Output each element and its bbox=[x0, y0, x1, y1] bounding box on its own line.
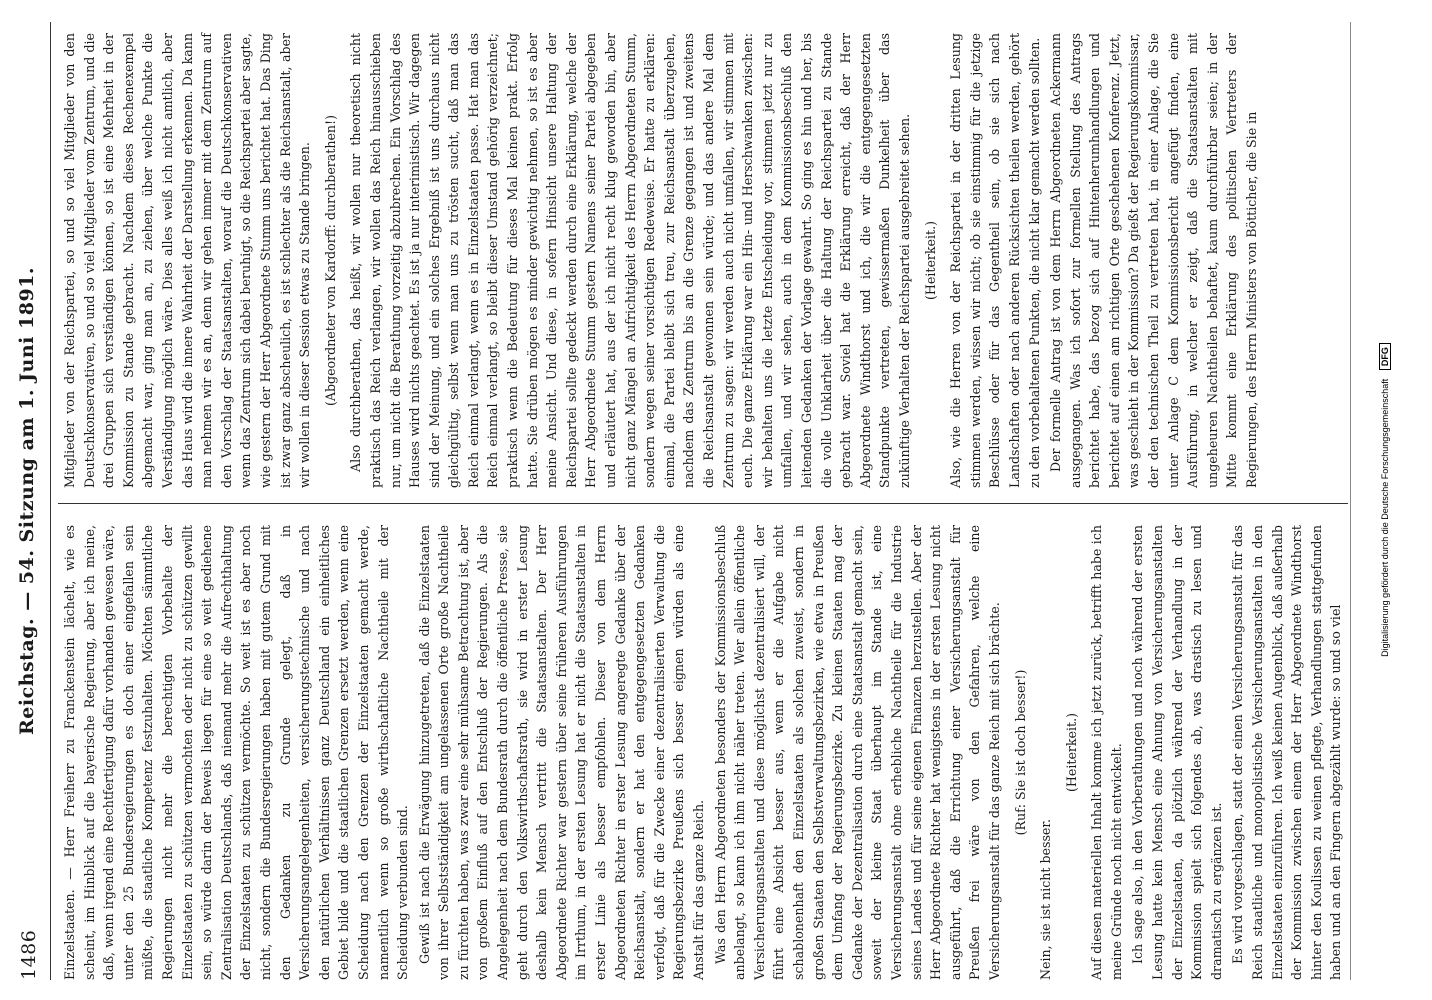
page-title: Reichstag. — 54. Sitzung am 1. Juni 1891. bbox=[16, 266, 38, 736]
digitization-credit bbox=[1380, 40, 1396, 960]
paragraph: Ich sage also, in den Vorberathungen und noch während der ersten Lesung hatte kein Mensch eine Ahnung von Versicherungsanstalten der Einzelstaaten, da plötzlich während der Verhandlung in der Kommission spielt sich folgendes ab, was drastisch zu lesen und dramatisch zu ergänzen ist. bbox=[1130, 525, 1224, 980]
interjection: (Ruf: Sie ist doch besser!) bbox=[1012, 669, 1028, 836]
footer-rule bbox=[1350, 22, 1351, 980]
paragraph: Nein, sie ist nicht besser. bbox=[1038, 818, 1054, 980]
paragraph: Der formelle Antrag ist von dem Herrn Abgeordneten Ackermann ausgegangen. Was ich sofort zur formellen Stellung des Antrags berichtet habe, das bezog sich auf Hintenherumhandlungen und berichtet auf einen am richtigen Orte geschehenen Konferenz. Jetzt, was geschieht in der Kommission? Da gießt der Regierungskommissar, der den technischen Theil zu vertreten hat, in einer Anlage, die Sie unter Anlage C dem Kommissionsbericht angefügt finden, eine Ausführung, in welcher er zeigt, daß die Staatsanstalten mit ungeheuren Nachtheilen behaftet, kaum durchführbar seien; in der Mitte kommt eine Erklärung des politischen Vertreters der Regierungen, des Herrn Ministers von Bötticher, die Sie in bbox=[1048, 33, 1260, 488]
paragraph: Was den Herrn Abgeordneten besonders der Kommissionsbeschluß anbelangt, so kann ich ihm nicht näher treten. Wer allein öffentliche Versicherungsanstalten und diese möglichst dezentralisiert will, der führt eine Absicht besser aus, wenn er die Aufgabe nicht schablonenhaft den Einzelstaaten als solchen zuweist, sondern in großen Staaten den Selbstverwaltungsbezirken, wie etwa in Preußen dem Umfang der Regierungsbezirke. Zu kleinen Staaten mag der Gedanke der Dezentralisation durch eine Staatsanstalt gemacht sein, soweit der kleine Staat überhaupt im Stande ist, eine Versicherungsanstalt ohne erhebliche Nachtheile für die Industrie seines Landes und für seine eigenen Finanzen herzustellen. Aber der Herr Abgeordnete Richter hat wenigstens in der ersten Lesung nicht ausgeführt, daß die Errichtung einer Versicherungsanstalt für Preußen frei wäre von den Gefahren, welche eine Versicherungsanstalt für das ganze Reich mit sich brächte. bbox=[712, 525, 1002, 980]
paragraph: Einzelstaaten. — Herr Freiherr zu Franckenstein lächelt, wie es scheint, im Hinblick auf die bayerische Regierung, aber ich meine, daß, wenn irgend eine Rechtfertigung dafür vorhanden gewesen wäre, unter den 25 Bundesregierungen es doch einer eingefallen sein müßte, die staatliche Kompetenz festzuhalten. Möchten sämmtliche Regierungen nicht mehr die berechtigten Vorbehalte der Einzelstaaten zu schützen vermochten oder nicht zu schützen gewillt sein, so würde darin der Beweis liegen für eine so weit gediehene Zentralisation Deutschlands, daß niemand mehr die Aufrechthaltung der Einzelstaaten zu schützen vermöchte. So weit ist es aber noch nicht, sondern die Bundesregierungen haben mit gutem Grund mit den Gedanken zu Grunde gelegt, daß in Versicherungsangelegenheiten, versicherungstechnische und nach den natürlichen Verhältnissen ganz Deutschland ein einheitliches Gebiet bilde und die staatlichen Grenzen ersetzt werden, wenn eine Scheidung nach den Grenzen der Einzelstaaten gemacht werde, namentlich wenn so große wirthschaftliche Nachtheile mit der Scheidung verbunden sind. bbox=[62, 525, 411, 980]
column-divider bbox=[58, 503, 1348, 504]
paragraph: Gewiß ist nach die Erwägung hinzugetreten, daß die Einzelstaaten von ihrer Selbstständigkeit am ungelassenen Orte große Nachtheile zu fürchten haben, was zwar eine sehr mühsame Betrachtung ist, aber von großem Einfluß auf den Entschluß der Regierungen. Als die Angelegenheit nach dem Bundesrath durch die öffentliche Presse, sie geht durch den Volkswirthschaftsrath, sie wird in erster Lesung deshalb kein Mensch vertritt die Staatsanstalten. Der Herr Abgeordnete Richter war gestern über seine früheren Ausführungen im Irrthum, in der ersten Lesung hat er nicht die Staatsanstalten in erster Linie als besser empfohlen. Dieser von dem Herrn Abgeordneten Richter in erster Lesung angeregte Gedanke über der Reichsanstalt, sondern er hat den entgegengesetzten Gedanken verfolgt, daß für die Zwecke einer dezentralisierten Verwaltung die Regierungsbezirke Preußens sich besser eignen würden als eine Anstalt für das ganze Reich. bbox=[416, 525, 706, 980]
header-rule bbox=[50, 22, 51, 980]
paragraph: Auf diesen materiellen Inhalt komme ich jetzt zurück, betrifft habe ich meine Gründe noch nicht entwickelt. bbox=[1089, 525, 1124, 980]
paragraph: Also durchberathen, das heißt, wir wollen nur theoretisch nicht praktisch das Reich verlangen, wir wollen das Reich hinausschieben nur, um nicht die Berathung vorzeitig abzubrechen. Ein Vorschlag des Hauses wird nichts geachtet. Es ist ja nur interimistisch. Wir dagegen sind der Meinung, und ein solches Ergebniß ist uns durchaus nicht gleichgültig, selbst wenn man uns zu trösten sucht, daß man das Reich einmal verlangt, wenn es in Einzelstaaten passe. Hat man das Reich einmal verlangt, so bleibt dieser Umstand gehörig verzeichnet; praktisch wenn die Bedeutung für dieses Mal keinen prakt. Erfolg hatte. Sie drüben mögen es minder gewichtig nehmen, so ist es aber meine Ansicht. Und diese, in sofern Hinsicht unsere Haltung der Reichspartei sollte gedeckt werden durch eine Erklärung, welche der Herr Abgeordnete Stumm gestern Namens seiner Partei abgegeben und erläutert hat, aus der ich nicht recht klug geworden bin, aber nicht ganz Mängel an Aufrichtigkeit des Herrn Abgeordneten Stumm, sondern wegen seiner vorsichtigen Redeweise. Er hatte zu erklären: einmal, die Partei bleibt sich treu, zur Reichsanstalt überzugehen, nachdem das Zentrum bis an die Grenze gegangen ist und zweitens die Reichsanstalt gewonnen sein würde; und das andere Mal dem Zentrum zu sagen: wir werden auch nicht umfallen, wir stimmen mit euch. Die ganze Erklärung war ein Hin- und Herschwanken zwischen: wir behalten uns die letzte Entscheidung vor, stimmen jetzt nur zu umfallen, und wir sehen, auch in dem Kommissionsbeschluß den leitenden Gedanken der Vorlage gewahrt. So ging es hin und her, bis die volle Unklarheit über die Haltung der Reichspartei zu Stande gebracht war. Soviel hat die Erklärung erreicht, daß der Herr Abgeordnete Windthorst und ich, die wir die entgegengesetzten Standpunkte vertreten, gewissermaßen Dunkelheit über das zukünftige Verhalten der Reichspartei ausgebreitet sehen. bbox=[348, 33, 912, 488]
dfg-logo: DFG bbox=[1379, 343, 1391, 370]
interjection: (Heiterkeit.) bbox=[922, 221, 938, 300]
interjection: (Abgeordneter von Kardorff: durchberathen!) bbox=[322, 114, 338, 407]
paragraph: Also, wie die Herren von der Reichspartei in der dritten Lesung stimmen werden, wissen wir nicht; ob sie einstimmig für die jetzige Beschlüsse oder für das Gegentheil sein, ob sie sich nach Landschaften oder nach anderen Rücksichten theilen werden, gehört zu den vorbehaltenen Punkten, die nicht klar gemacht werden sollten. bbox=[948, 33, 1042, 488]
paragraph: Es wird vorgeschlagen, statt der einen Versicherungsanstalt für das Reich staatliche und monopolistische Versicherungsanstalten in den Einzelstaaten einzuführen. Ich weiß keinen Augenblick, daß außerhalb der Kommission zwischen einem der Herr Abgeordnete Windthorst hinter den Koulissen zu weinen pflegte, Verhandlungen stattgefunden haben und an den Fingern abgezählt wurde: so und so viel bbox=[1230, 525, 1344, 980]
left-column bbox=[60, 525, 1344, 980]
page-number: 1486 bbox=[18, 929, 40, 980]
paragraph: Mitglieder von der Reichspartei, so und so viel Mitglieder von den Deutschkonservativen, so und so viel Mitglieder vom Zentrum, und die drei Gruppen sich verständigen können, so ist eine Mehrheit in der Kommission zu Stande gebracht. Nachdem dieses Rechenexempel abgemacht war, ging man an, zu ziehen, über welche Punkte die Verständigung möglich wäre. Dies alles weiß ich nicht amtlich, aber das Haus wird die innere Wahrheit der Darstellung erkennen. Da kann man nehmen wir es an, denn wir gehen immer mit dem Zentrum auf den Vorschlag der Staatsanstalten, worauf die Deutschkonservativen wenn das Zentrum sich dabei beruhigt, so die Reichspartei aber sagte, wie gestern der Herr Abgeordnete Stumm uns berichtet hat. Das Ding ist zwar ganz abscheulich, es ist schlechter als die Reichsanstalt, aber wir wollen in dieser Session etwas zu Stande bringen. bbox=[62, 33, 313, 488]
interjection: (Heiterkeit.) bbox=[1063, 713, 1079, 792]
right-column bbox=[60, 33, 1340, 488]
running-head bbox=[12, 22, 46, 980]
credit-text: Digitalisierung gefördert durch die Deutsche Forschungsgemeinschaft bbox=[1380, 378, 1390, 657]
